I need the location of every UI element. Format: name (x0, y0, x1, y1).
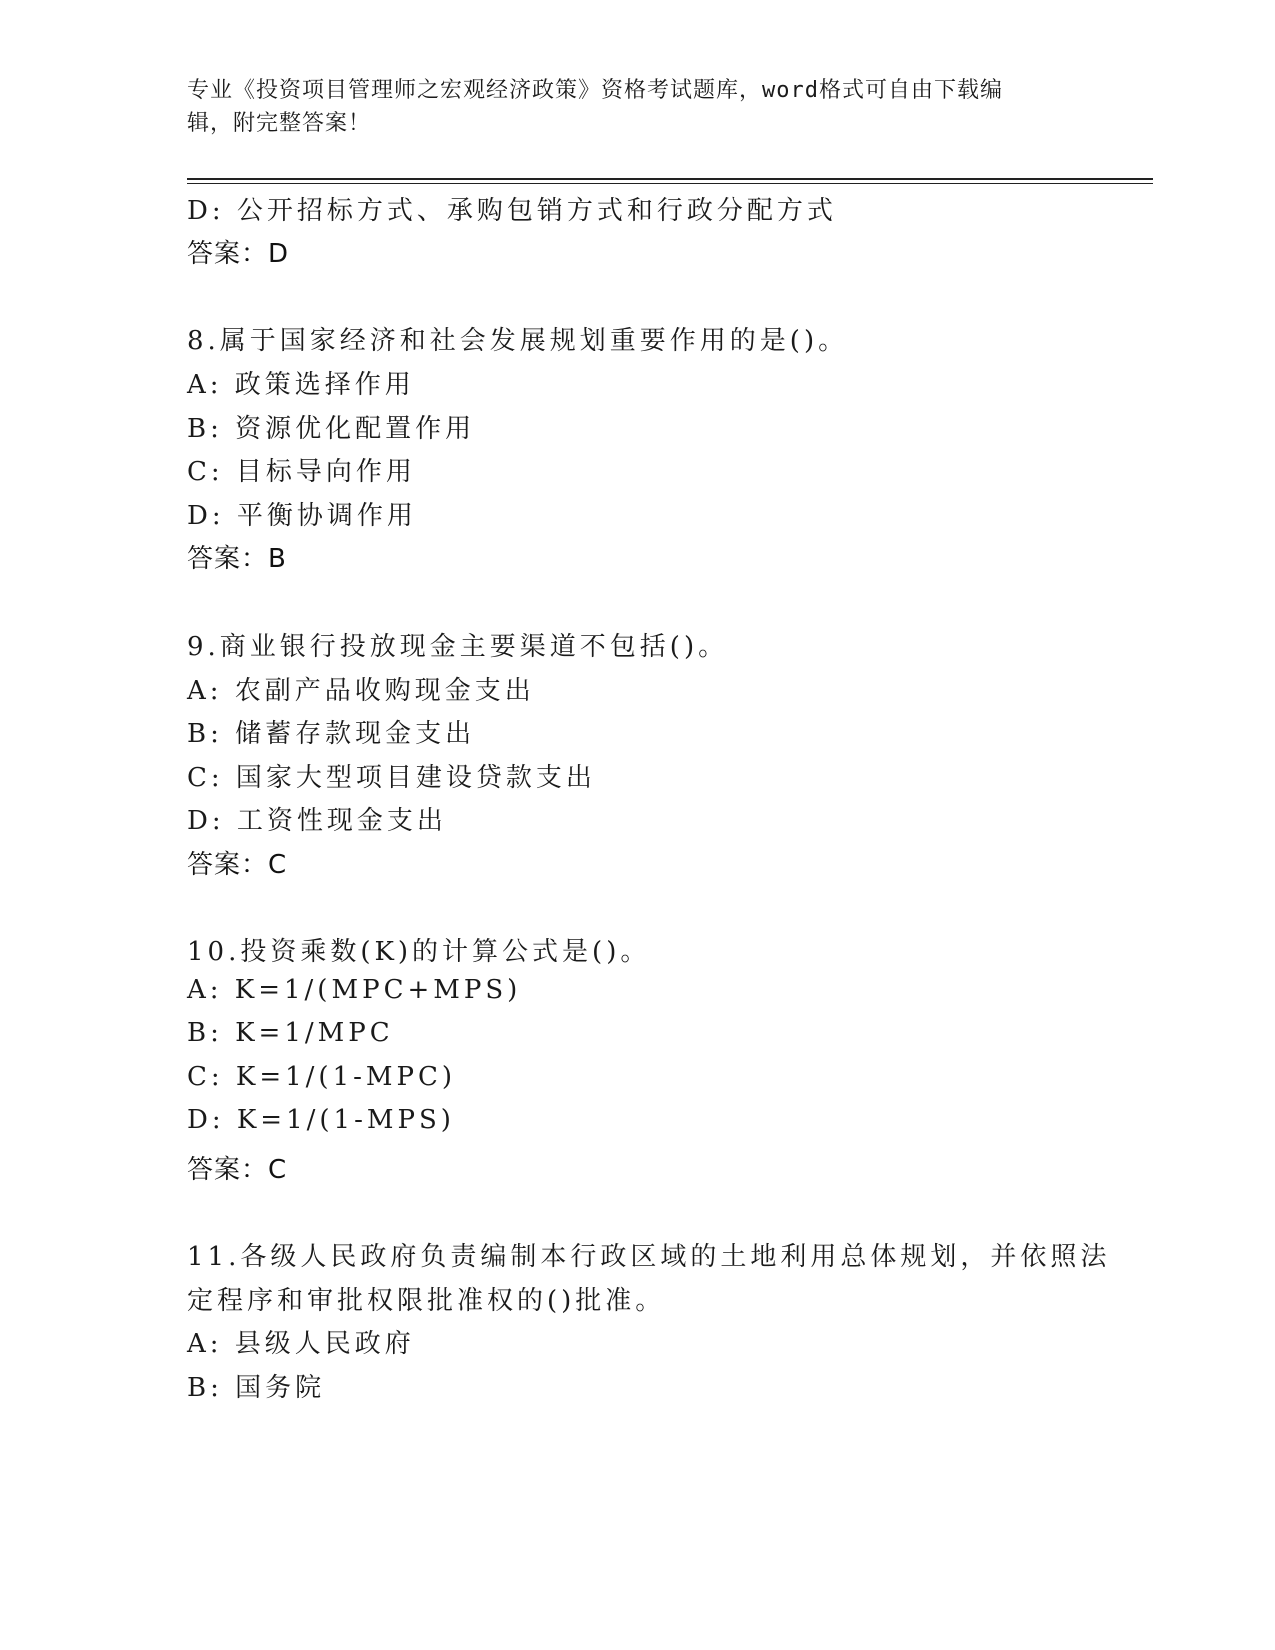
document-header (187, 74, 1067, 140)
q9-answer: 答案：C (187, 850, 288, 880)
header-divider-thin (187, 183, 1153, 184)
q9-option-b: B: 储蓄存款现金支出 (187, 719, 476, 749)
q8-stem: 8.属于国家经济和社会发展规划重要作用的是()。 (187, 326, 849, 356)
q10-option-c: C: K=1/(1-MPC) (187, 1062, 457, 1092)
q8-option-b: B: 资源优化配置作用 (187, 414, 476, 444)
header-line-2: 辑，附完整答案！ (187, 111, 372, 136)
q9-option-c: C: 国家大型项目建设贷款支出 (187, 763, 596, 793)
q11-stem-line-2: 定程序和审批权限批准权的()批准。 (187, 1286, 666, 1316)
header-divider-thick (187, 178, 1153, 180)
header-line-1: 专业《投资项目管理师之宏观经济政策》资格考试题库，word格式可自由下载编 (187, 78, 1003, 103)
q11-option-a: A: 县级人民政府 (187, 1329, 415, 1359)
prev-question-answer: 答案：D (187, 239, 290, 269)
q10-option-a: A: K=1/(MPC+MPS) (187, 975, 522, 1005)
q8-option-c: C: 目标导向作用 (187, 457, 416, 487)
q8-option-a: A: 政策选择作用 (187, 370, 415, 400)
q10-answer: 答案：C (187, 1155, 288, 1185)
q10-stem: 10.投资乘数(K)的计算公式是()。 (187, 937, 651, 967)
q10-option-b: B: K=1/MPC (187, 1018, 394, 1048)
q8-option-d: D: 平衡协调作用 (187, 501, 417, 531)
prev-question-option-d: D: 公开招标方式、承购包销方式和行政分配方式 (187, 196, 837, 226)
q9-option-d: D: 工资性现金支出 (187, 806, 447, 836)
q10-option-d: D: K=1/(1-MPS) (187, 1105, 455, 1135)
q11-option-b: B: 国务院 (187, 1373, 326, 1403)
q9-option-a: A: 农副产品收购现金支出 (187, 676, 535, 706)
q9-stem: 9.商业银行投放现金主要渠道不包括()。 (187, 632, 729, 662)
q11-stem-line-1: 11.各级人民政府负责编制本行政区域的土地利用总体规划，并依照法 (187, 1242, 1111, 1272)
q8-answer: 答案：B (187, 544, 287, 574)
